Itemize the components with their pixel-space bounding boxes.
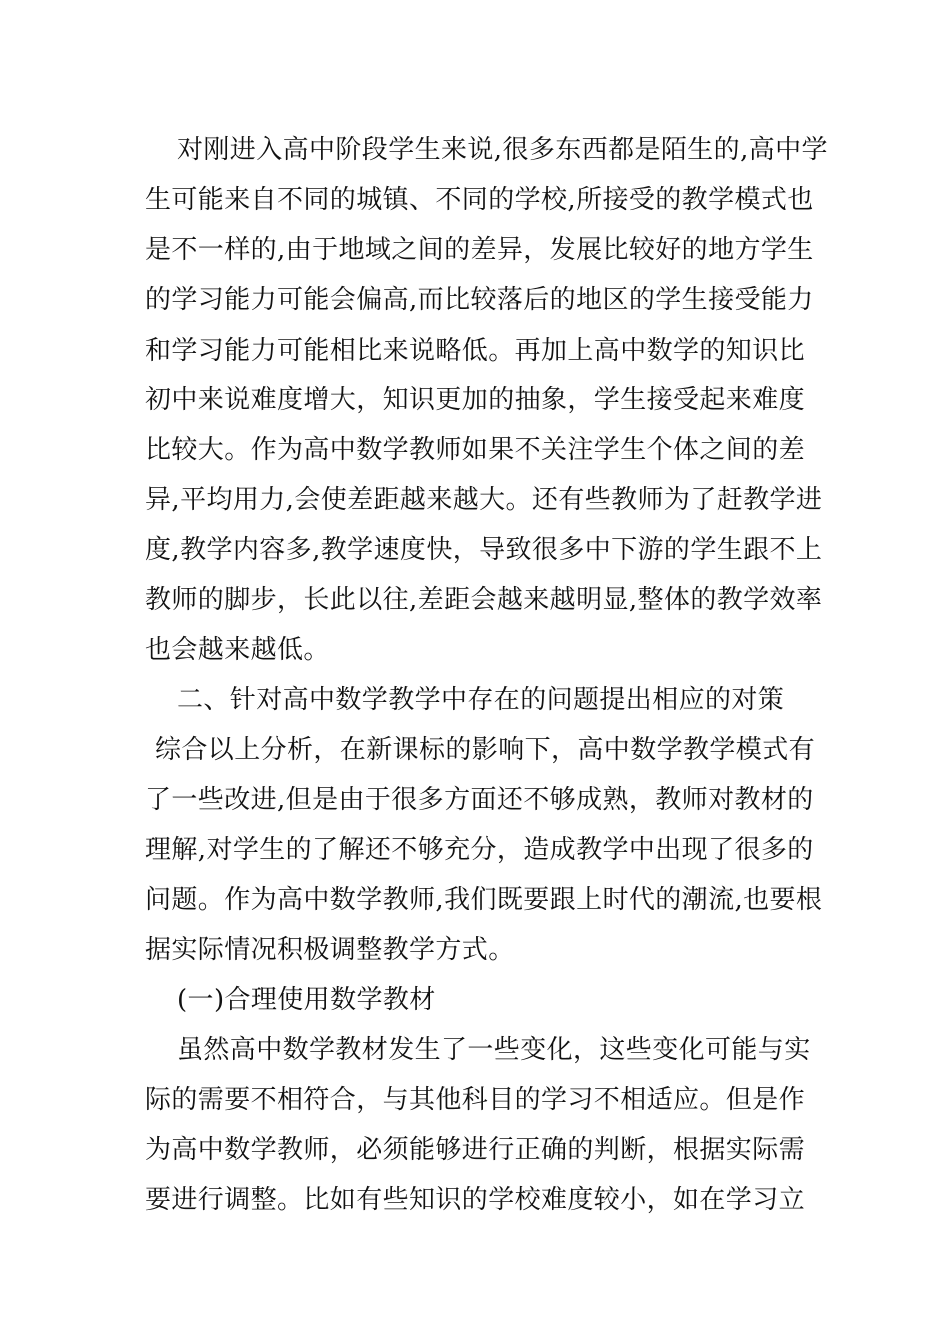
paragraph-1-line-6: 初中来说难度增大，知识更加的抽象，学生接受起来难度 xyxy=(145,385,806,415)
paragraph-2-line-1: 综合以上分析，在新课标的影响下，高中数学教学模式有 xyxy=(155,735,816,765)
paragraph-2-line-5: 据实际情况积极调整教学方式。 xyxy=(145,935,515,965)
paragraph-2-line-4: 问题。作为高中数学教师,我们既要跟上时代的潮流,也要根 xyxy=(145,885,823,915)
paragraph-1-line-3: 是不一样的,由于地域之间的差异，发展比较好的地方学生 xyxy=(145,235,814,265)
paragraph-1-line-10: 教师的脚步，长此以往,差距会越来越明显,整体的教学效率 xyxy=(145,585,823,615)
paragraph-2-line-2: 了一些改进,但是由于很多方面还不够成熟，教师对教材的 xyxy=(145,785,814,815)
paragraph-1-line-8: 异,平均用力,会使差距越来越大。还有些教师为了赶教学进 xyxy=(145,485,823,515)
paragraph-3-line-3: 为高中数学教师，必须能够进行正确的判断，根据实际需 xyxy=(145,1135,806,1165)
paragraph-1-line-5: 和学习能力可能相比来说略低。再加上高中数学的知识比 xyxy=(145,336,806,366)
paragraph-1-line-1: 对刚进入高中阶段学生来说,很多东西都是陌生的,高中学 xyxy=(177,135,828,165)
paragraph-1-line-9: 度,教学内容多,教学速度快，导致很多中下游的学生跟不上 xyxy=(145,535,823,565)
paragraph-1-line-7: 比较大。作为高中数学教师如果不关注学生个体之间的差 xyxy=(145,435,806,465)
paragraph-3-line-2: 际的需要不相符合，与其他科目的学习不相适应。但是作 xyxy=(145,1085,806,1115)
paragraph-3-line-4: 要进行调整。比如有些知识的学校难度较小，如在学习立 xyxy=(145,1185,806,1215)
paragraph-1-line-11: 也会越来越低。 xyxy=(145,635,330,665)
section-heading: 二、针对高中数学教学中存在的问题提出相应的对策 xyxy=(177,685,785,715)
paragraph-3-line-1: 虽然高中数学教材发生了一些变化，这些变化可能与实 xyxy=(177,1035,811,1065)
paragraph-1-line-2: 生可能来自不同的城镇、不同的学校,所接受的教学模式也 xyxy=(145,185,814,215)
paragraph-2-line-3: 理解,对学生的了解还不够充分，造成教学中出现了很多的 xyxy=(145,835,814,865)
subsection-heading: (一)合理使用数学教材 xyxy=(177,985,436,1015)
paragraph-1-line-4: 的学习能力可能会偏高,而比较落后的地区的学生接受能力 xyxy=(145,285,814,315)
